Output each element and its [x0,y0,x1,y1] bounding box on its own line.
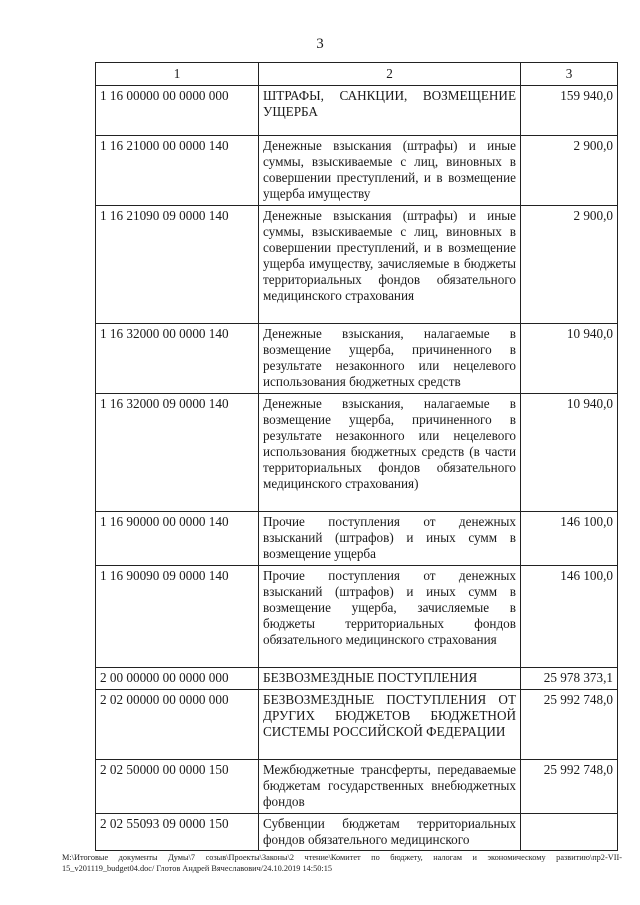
row-amount: 25 992 748,0 [521,760,618,814]
row-code: 2 02 50000 00 0000 150 [96,760,259,814]
row-name: Прочие поступления от денежных взысканий (штрафов) и иных сумм в возмещение ущерба [259,512,521,566]
row-code: 2 02 00000 00 0000 000 [96,690,259,760]
row-amount: 10 940,0 [521,324,618,394]
row-name: Денежные взыскания, налагаемые в возмещение ущерба, причиненного в результате незаконного или нецелевого использования бюджетных средств [259,324,521,394]
table-row [96,206,618,324]
row-name: ШТРАФЫ, САНКЦИИ, ВОЗМЕЩЕНИЕ УЩЕРБА [259,86,521,136]
row-amount [521,814,618,851]
row-name: БЕЗВОЗМЕЗДНЫЕ ПОСТУПЛЕНИЯ [259,668,521,690]
table-row [96,760,618,814]
row-amount: 2 900,0 [521,136,618,206]
row-code: 1 16 90000 00 0000 140 [96,512,259,566]
row-code: 2 02 55093 09 0000 150 [96,814,259,851]
row-name: Межбюджетные трансферты, передаваемые бюджетам государственных внебюджетных фондов [259,760,521,814]
row-name: Субвенции бюджетам территориальных фондов обязательного медицинского [259,814,521,851]
row-amount: 2 900,0 [521,206,618,324]
table-row [96,512,618,566]
table-row [96,668,618,690]
row-code: 1 16 32000 09 0000 140 [96,394,259,512]
table-header-row [96,63,618,86]
row-code: 1 16 90090 09 0000 140 [96,566,259,668]
row-code: 1 16 32000 00 0000 140 [96,324,259,394]
table-row [96,86,618,136]
row-code: 2 00 00000 00 0000 000 [96,668,259,690]
row-amount: 159 940,0 [521,86,618,136]
column-header-amount: 3 [521,63,618,86]
table-row [96,690,618,760]
document-path-footer: M:\Итоговые документы Думы\7 созыв\Проекты\Законы\2 чтение\Комитет по бюджету, налогам и экономическому развитию\пр2-VII-15_v201119_budget04.doc/ Глотов Андрей Вячеславович/24.10.2019 14:50:15 [62,853,622,873]
row-name: Прочие поступления от денежных взысканий (штрафов) и иных сумм в возмещение ущерба, зачисляемые в бюджеты территориальных фондов обязательного медицинского страхования [259,566,521,668]
page-number: 3 [316,36,324,52]
column-header-name: 2 [259,63,521,86]
table-row [96,394,618,512]
row-amount: 25 978 373,1 [521,668,618,690]
row-code: 1 16 21090 09 0000 140 [96,206,259,324]
table-row [96,324,618,394]
row-code: 1 16 21000 00 0000 140 [96,136,259,206]
budget-revenue-table [95,62,618,851]
row-name: БЕЗВОЗМЕЗДНЫЕ ПОСТУПЛЕНИЯ ОТ ДРУГИХ БЮДЖЕТОВ БЮДЖЕТНОЙ СИСТЕМЫ РОССИЙСКОЙ ФЕДЕРАЦИИ [259,690,521,760]
row-name: Денежные взыскания (штрафы) и иные суммы, взыскиваемые с лиц, виновных в совершении преступлений, и в возмещение ущерба имуществу [259,136,521,206]
row-amount: 10 940,0 [521,394,618,512]
table-row [96,814,618,851]
row-name: Денежные взыскания, налагаемые в возмещение ущерба, причиненного в результате незаконного или нецелевого использования бюджетных средств (в части территориальных фондов обязательного медицинского страхования) [259,394,521,512]
column-header-code: 1 [96,63,259,86]
row-amount: 146 100,0 [521,566,618,668]
row-name: Денежные взыскания (штрафы) и иные суммы, взыскиваемые с лиц, виновных в совершении преступлений, и в возмещение ущерба имуществу, зачисляемые в бюджеты территориальных фондов обязательного медицинского страхования [259,206,521,324]
table-row [96,136,618,206]
row-amount: 146 100,0 [521,512,618,566]
row-amount: 25 992 748,0 [521,690,618,760]
table-row [96,566,618,668]
row-code: 1 16 00000 00 0000 000 [96,86,259,136]
